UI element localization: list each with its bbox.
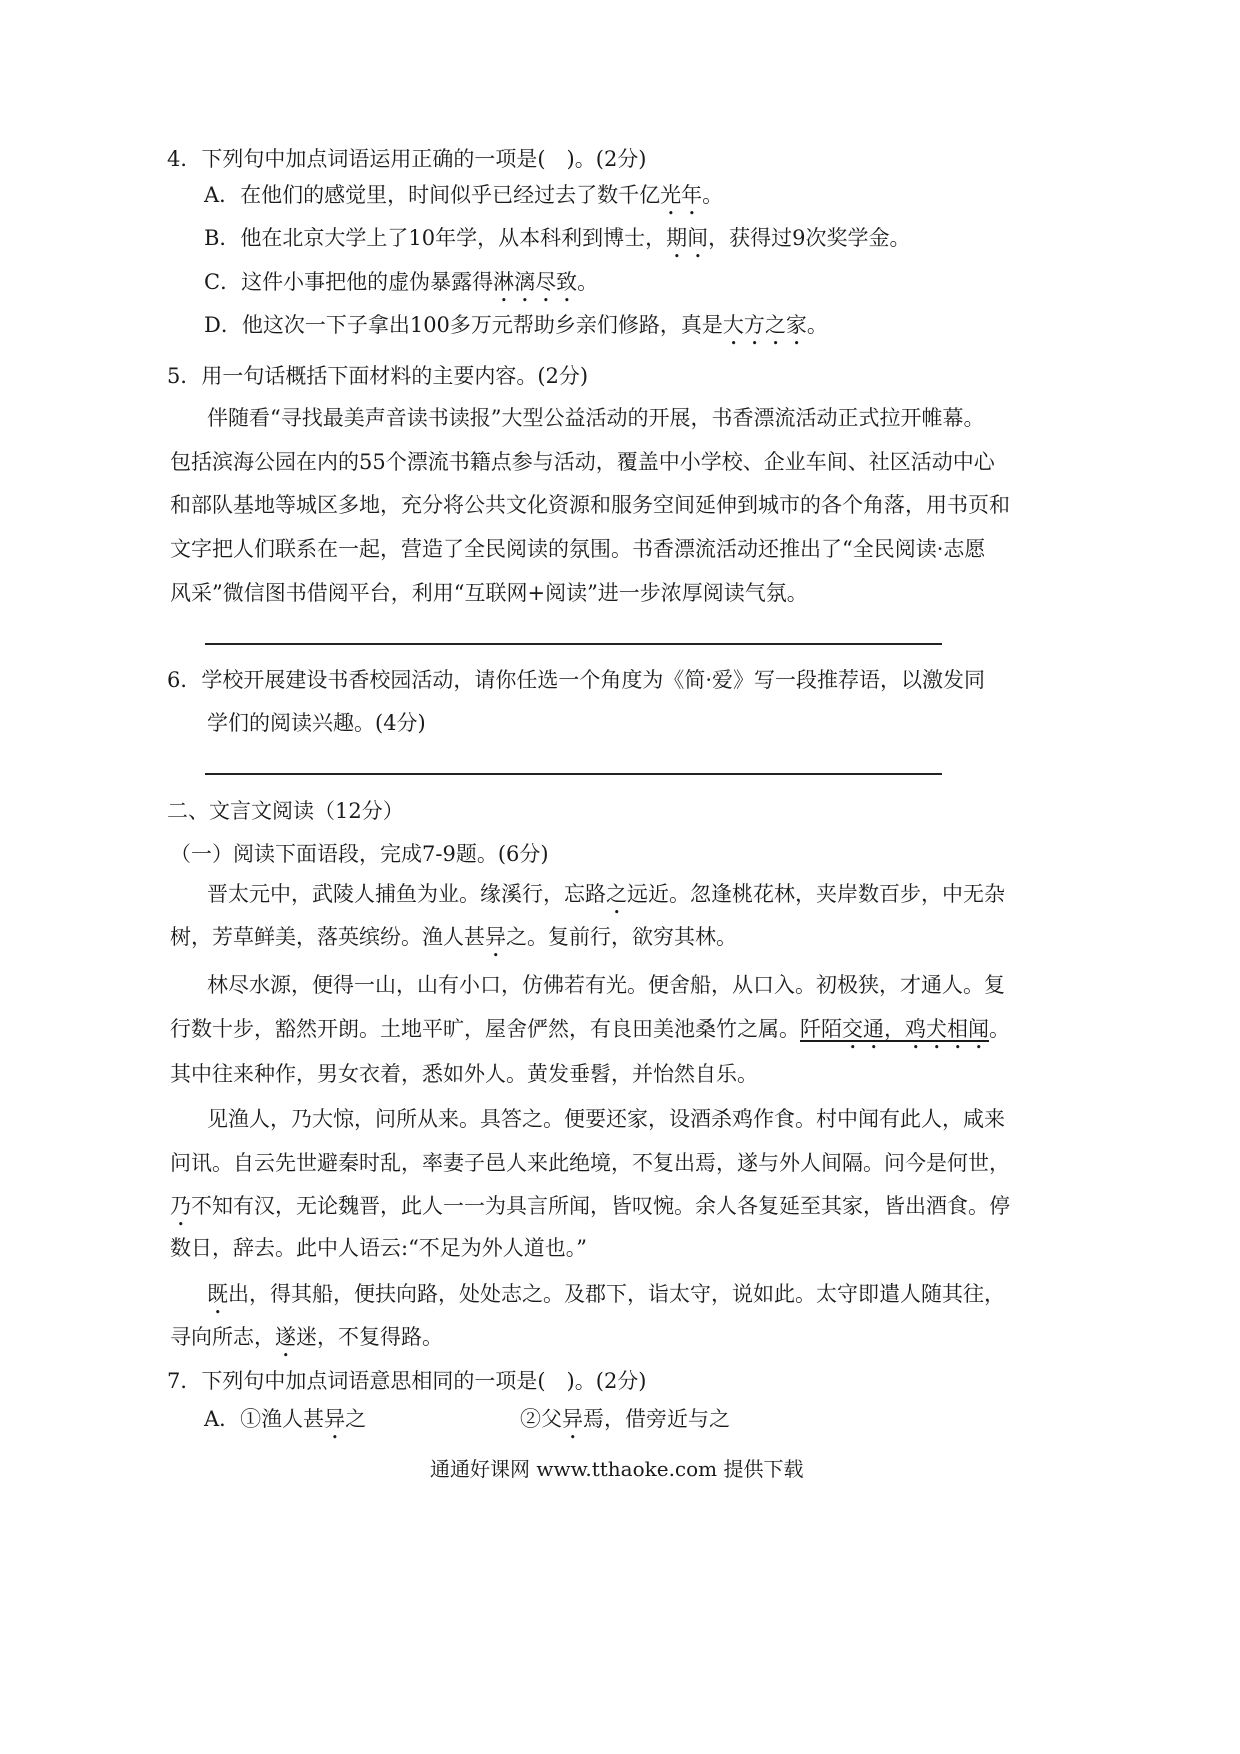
q5-material-line: 伴随看“寻找最美声音读书读报”大型公益活动的开展，书香漂流活动正式拉开帷幕。: [207, 406, 985, 430]
underlined-phrase: 阡陌交通，鸡犬相闻: [800, 1017, 989, 1041]
emphasis-word: 异: [324, 1407, 346, 1431]
passage-line: 其中往来种作，男女衣着，悉如外人。黄发垂髫，并怡然自乐。: [170, 1062, 758, 1086]
q4-option-b: B．他在北京大学上了10年学，从本科利到博士，期间，获得过9次奖学金。: [204, 226, 911, 250]
page-footer: 通通好课网 www.tthaoke.com 提供下载: [430, 1457, 804, 1481]
q5-stem: 5．用一句话概括下面材料的主要内容。(2分): [167, 364, 589, 388]
passage-line: 树，芳草鲜美，落英缤纷。渔人甚异之。复前行，欲穷其林。: [170, 925, 737, 949]
q4-stem: 4．下列句中加点词语运用正确的一项是( )。(2分): [167, 147, 647, 171]
q4-option-a: A．在他们的感觉里，时间似乎已经过去了数千亿光年。: [204, 183, 724, 207]
q7-option-a-left: A．①渔人甚异之: [204, 1407, 367, 1431]
q6-answer-line[interactable]: [205, 773, 942, 775]
emphasis-word: 大方之家: [722, 313, 807, 337]
passage-line: 林尽水源，便得一山，山有小口，仿佛若有光。便舍船，从口入。初极狭，才通人。复: [207, 973, 1005, 997]
passage-line: 既出，得其船，便扶向路，处处志之。及郡下，诣太守，说如此。太守即遣人随其往，: [207, 1282, 1005, 1306]
passage-line: 晋太元中，武陵人捕鱼为业。缘溪行，忘路之远近。忽逢桃花林，夹岸数百步，中无杂: [207, 882, 1005, 906]
q7-option-a-right: ②父异焉，借旁近与之: [520, 1407, 730, 1431]
passage-line: 行数十步，豁然开朗。土地平旷，屋舍俨然，有良田美池桑竹之属。阡陌交通，鸡犬相闻。: [170, 1017, 1010, 1041]
q7-stem: 7．下列句中加点词语意思相同的一项是( )。(2分): [167, 1369, 647, 1393]
q6-stem-line2: 学们的阅读兴趣。(4分): [207, 711, 426, 735]
q4-option-d: D．他这次一下子拿出100多万元帮助乡亲们修路，真是大方之家。: [204, 313, 828, 337]
section-title: 二、文言文阅读（12分）: [167, 799, 404, 823]
passage-line: 寻向所志，遂迷，不复得路。: [170, 1325, 443, 1349]
q6-stem-line1: 6．学校开展建设书香校园活动，请你任选一个角度为《简·爱》写一段推荐语，以激发同: [167, 668, 986, 692]
section-subtitle: （一）阅读下面语段，完成7-9题。(6分): [170, 842, 549, 866]
emphasis-word: 交通，鸡犬相闻: [842, 1017, 989, 1041]
q5-material-line: 包括滨海公园在内的55个漂流书籍点参与活动，覆盖中小学校、企业车间、社区活动中心: [170, 450, 995, 474]
passage-line: 乃不知有汉，无论魏晋，此人一一为具言所闻，皆叹惋。余人各复延至其家，皆出酒食。停: [170, 1194, 1010, 1218]
emphasis-word: 异: [562, 1407, 583, 1431]
passage-line: 问讯。自云先世避秦时乱，率妻子邑人来此绝境，不复出焉，遂与外人间隔。问今是何世，: [170, 1151, 1010, 1175]
q5-material-line: 风采”微信图书借阅平台，利用“互联网+阅读”进一步浓厚阅读气氛。: [170, 581, 808, 605]
emphasis-word: 异: [485, 925, 506, 949]
emphasis-word: 期间: [666, 226, 709, 250]
emphasis-word: 遂: [275, 1325, 296, 1349]
passage-line: 数日，辞去。此中人语云:“不足为外人道也。”: [170, 1236, 588, 1260]
q5-material-line: 文字把人们联系在一起，营造了全民阅读的氛围。书香漂流活动还推出了“全民阅读·志愿: [170, 537, 986, 561]
q4-option-c: C．这件小事把他的虚伪暴露得淋漓尽致。: [204, 270, 599, 294]
emphasis-word: 既: [207, 1282, 228, 1306]
q5-material-line: 和部队基地等城区多地，充分将公共文化资源和服务空间延伸到城市的各个角落，用书页和: [170, 493, 1010, 517]
passage-line: 见渔人，乃大惊，问所从来。具答之。便要还家，设酒杀鸡作食。村中闻有此人，咸来: [207, 1107, 1005, 1131]
q5-answer-line[interactable]: [205, 643, 942, 645]
emphasis-word: 光年: [660, 183, 703, 207]
emphasis-word: 淋漓尽致: [493, 270, 578, 294]
emphasis-word: 之: [606, 882, 627, 906]
emphasis-word: 乃: [170, 1194, 191, 1218]
